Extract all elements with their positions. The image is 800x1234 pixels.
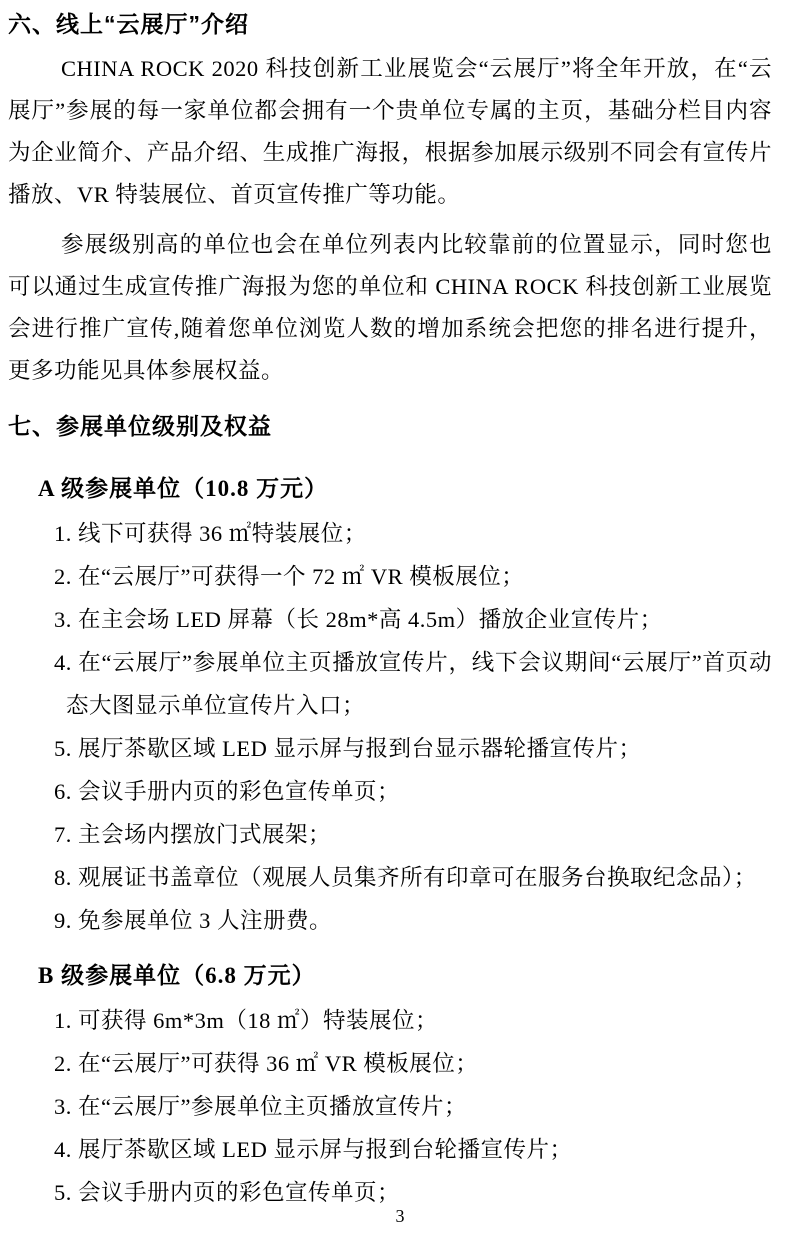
level-a-item-4: 4. 在“云展厅”参展单位主页播放宣传片，线下会议期间“云展厅”首页动态大图显示单位宣传片入口； (54, 650, 772, 718)
level-b-item-2: 2. 在“云展厅”可获得 36 ㎡ VR 模板展位； (54, 1051, 479, 1076)
level-b-item-3: 3. 在“云展厅”参展单位主页播放宣传片； (54, 1094, 467, 1119)
level-b-benefit-list (8, 999, 772, 1214)
level-a-item-7: 7. 主会场内摆放门式展架； (54, 822, 332, 847)
level-a-item-2: 2. 在“云展厅”可获得一个 72 ㎡ VR 模板展位； (54, 564, 525, 589)
level-a-item-6: 6. 会议手册内页的彩色宣传单页； (54, 779, 401, 804)
level-b-item-1: 1. 可获得 6m*3m（18 ㎡）特装展位； (54, 1008, 439, 1033)
level-a-item-8: 8. 观展证书盖章位（观展人员集齐所有印章可在服务台换取纪念品）； (54, 865, 757, 890)
heading-level-b: B 级参展单位（6.8 万元） (38, 963, 316, 988)
level-a-item-1: 1. 线下可获得 36 ㎡特装展位； (54, 521, 367, 546)
level-b-item-4: 4. 展厅茶歇区域 LED 显示屏与报到台轮播宣传片； (54, 1137, 573, 1162)
heading-section-six: 六、线上“云展厅”介绍 (8, 11, 249, 37)
heading-level-a: A 级参展单位（10.8 万元） (38, 476, 329, 501)
level-a-item-5: 5. 展厅茶歇区域 LED 显示屏与报到台显示器轮播宣传片； (54, 736, 642, 761)
paragraph-cloud-hall-intro: CHINA ROCK 2020 科技创新工业展览会“云展厅”将全年开放，在“云展厅”参展的每一家单位都会拥有一个贵单位专属的主页，基础分栏目内容为企业简介、产品介绍、生成推广海报，根据参加展示级别不同会有宣传片播放、VR 特装展位、首页宣传推广等功能。 (8, 56, 772, 207)
level-a-item-9: 9. 免参展单位 3 人注册费。 (54, 908, 333, 933)
heading-section-seven: 七、参展单位级别及权益 (8, 413, 272, 439)
paragraph-ranking-promotion: 参展级别高的单位也会在单位列表内比较靠前的位置显示，同时您也可以通过生成宣传推广海报为您的单位和 CHINA ROCK 科技创新工业展览会进行推广宣传,随着您单位浏览人数的增加系统会把您的排名进行提升，更多功能见具体参展权益。 (8, 232, 772, 383)
level-a-benefit-list (8, 512, 772, 942)
page-number: 3 (395, 1206, 405, 1226)
level-a-item-3: 3. 在主会场 LED 屏幕（长 28m*高 4.5m）播放企业宣传片； (54, 607, 663, 632)
level-b-item-5: 5. 会议手册内页的彩色宣传单页； (54, 1180, 401, 1205)
